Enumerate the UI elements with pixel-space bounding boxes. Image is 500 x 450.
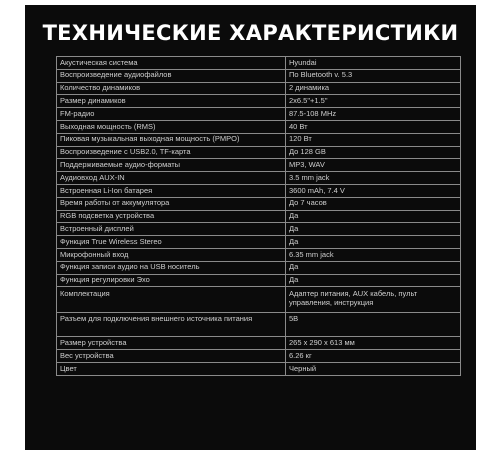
table-row bbox=[57, 313, 461, 337]
spec-name: Функция записи аудио на USB носитель bbox=[57, 261, 286, 274]
spec-value: Адаптер питания, AUX кабель, пульт управления, инструкция bbox=[286, 287, 461, 313]
spec-name: Цвет bbox=[57, 362, 286, 375]
spec-name: Акустическая система bbox=[57, 57, 286, 70]
spec-value: 5В bbox=[286, 313, 461, 337]
spec-name: Встроенная Li-Ion батарея bbox=[57, 184, 286, 197]
spec-value: MP3, WAV bbox=[286, 159, 461, 172]
spec-name: Воспроизведение аудиофайлов bbox=[57, 69, 286, 82]
spec-name: Вес устройства bbox=[57, 350, 286, 363]
spec-name: Аудиовход AUX-IN bbox=[57, 172, 286, 185]
spec-value: Да bbox=[286, 210, 461, 223]
table-row bbox=[57, 261, 461, 274]
spec-value: До 128 GB bbox=[286, 146, 461, 159]
spec-name: Микрофонный вход bbox=[57, 248, 286, 261]
spec-value: Да bbox=[286, 223, 461, 236]
table-row bbox=[57, 146, 461, 159]
table-row bbox=[57, 184, 461, 197]
table-row bbox=[57, 95, 461, 108]
table-row bbox=[57, 172, 461, 185]
table-row bbox=[57, 197, 461, 210]
spec-value: 6.35 mm jack bbox=[286, 248, 461, 261]
spec-value: Черный bbox=[286, 362, 461, 375]
table-row bbox=[57, 287, 461, 313]
table-row bbox=[57, 133, 461, 146]
table-row bbox=[57, 362, 461, 375]
spec-name: Воспроизведение с USB2.0, TF-карта bbox=[57, 146, 286, 159]
spec-value: 265 х 290 х 613 мм bbox=[286, 337, 461, 350]
table-row bbox=[57, 57, 461, 70]
table-row bbox=[57, 223, 461, 236]
table-row bbox=[57, 248, 461, 261]
spec-name: Встроенный дисплей bbox=[57, 223, 286, 236]
spec-name: Время работы от аккумулятора bbox=[57, 197, 286, 210]
spec-name: FM-радио bbox=[57, 108, 286, 121]
spec-value: Да bbox=[286, 261, 461, 274]
spec-value: 6.26 кг bbox=[286, 350, 461, 363]
spec-value: 40 Вт bbox=[286, 120, 461, 133]
table-row bbox=[57, 120, 461, 133]
spec-name: Пиковая музыкальная выходная мощность (PMPO) bbox=[57, 133, 286, 146]
table-row bbox=[57, 82, 461, 95]
table-row bbox=[57, 210, 461, 223]
table-row bbox=[57, 337, 461, 350]
spec-value: 87.5-108 MHz bbox=[286, 108, 461, 121]
spec-value: 120 Вт bbox=[286, 133, 461, 146]
specs-panel bbox=[25, 5, 476, 450]
spec-name: Размер динамиков bbox=[57, 95, 286, 108]
spec-name: Комплектация bbox=[57, 287, 286, 313]
spec-value: 3.5 mm jack bbox=[286, 172, 461, 185]
spec-name: Функция True Wireless Stereo bbox=[57, 236, 286, 249]
spec-name: Разъем для подключения внешнего источника питания bbox=[57, 313, 286, 337]
spec-value: Да bbox=[286, 236, 461, 249]
spec-value: 2x6.5"+1.5" bbox=[286, 95, 461, 108]
table-row bbox=[57, 274, 461, 287]
spec-value: Hyundai bbox=[286, 57, 461, 70]
spec-value: До 7 часов bbox=[286, 197, 461, 210]
spec-name: Выходная мощность (RMS) bbox=[57, 120, 286, 133]
page-title: ТЕХНИЧЕСКИЕ ХАРАКТЕРИСТИКИ bbox=[42, 21, 459, 45]
table-row bbox=[57, 236, 461, 249]
spec-name: Размер устройства bbox=[57, 337, 286, 350]
specs-table bbox=[56, 56, 461, 376]
spec-name: Поддерживаемые аудио-форматы bbox=[57, 159, 286, 172]
spec-value: Да bbox=[286, 274, 461, 287]
spec-name: RGB подсветка устройства bbox=[57, 210, 286, 223]
spec-value: 3600 mAh, 7.4 V bbox=[286, 184, 461, 197]
spec-name: Количество динамиков bbox=[57, 82, 286, 95]
spec-value: По Bluetooth v. 5.3 bbox=[286, 69, 461, 82]
table-row bbox=[57, 159, 461, 172]
table-row bbox=[57, 69, 461, 82]
spec-value: 2 динамика bbox=[286, 82, 461, 95]
table-row bbox=[57, 350, 461, 363]
table-row bbox=[57, 108, 461, 121]
spec-name: Функция регулировки Эхо bbox=[57, 274, 286, 287]
